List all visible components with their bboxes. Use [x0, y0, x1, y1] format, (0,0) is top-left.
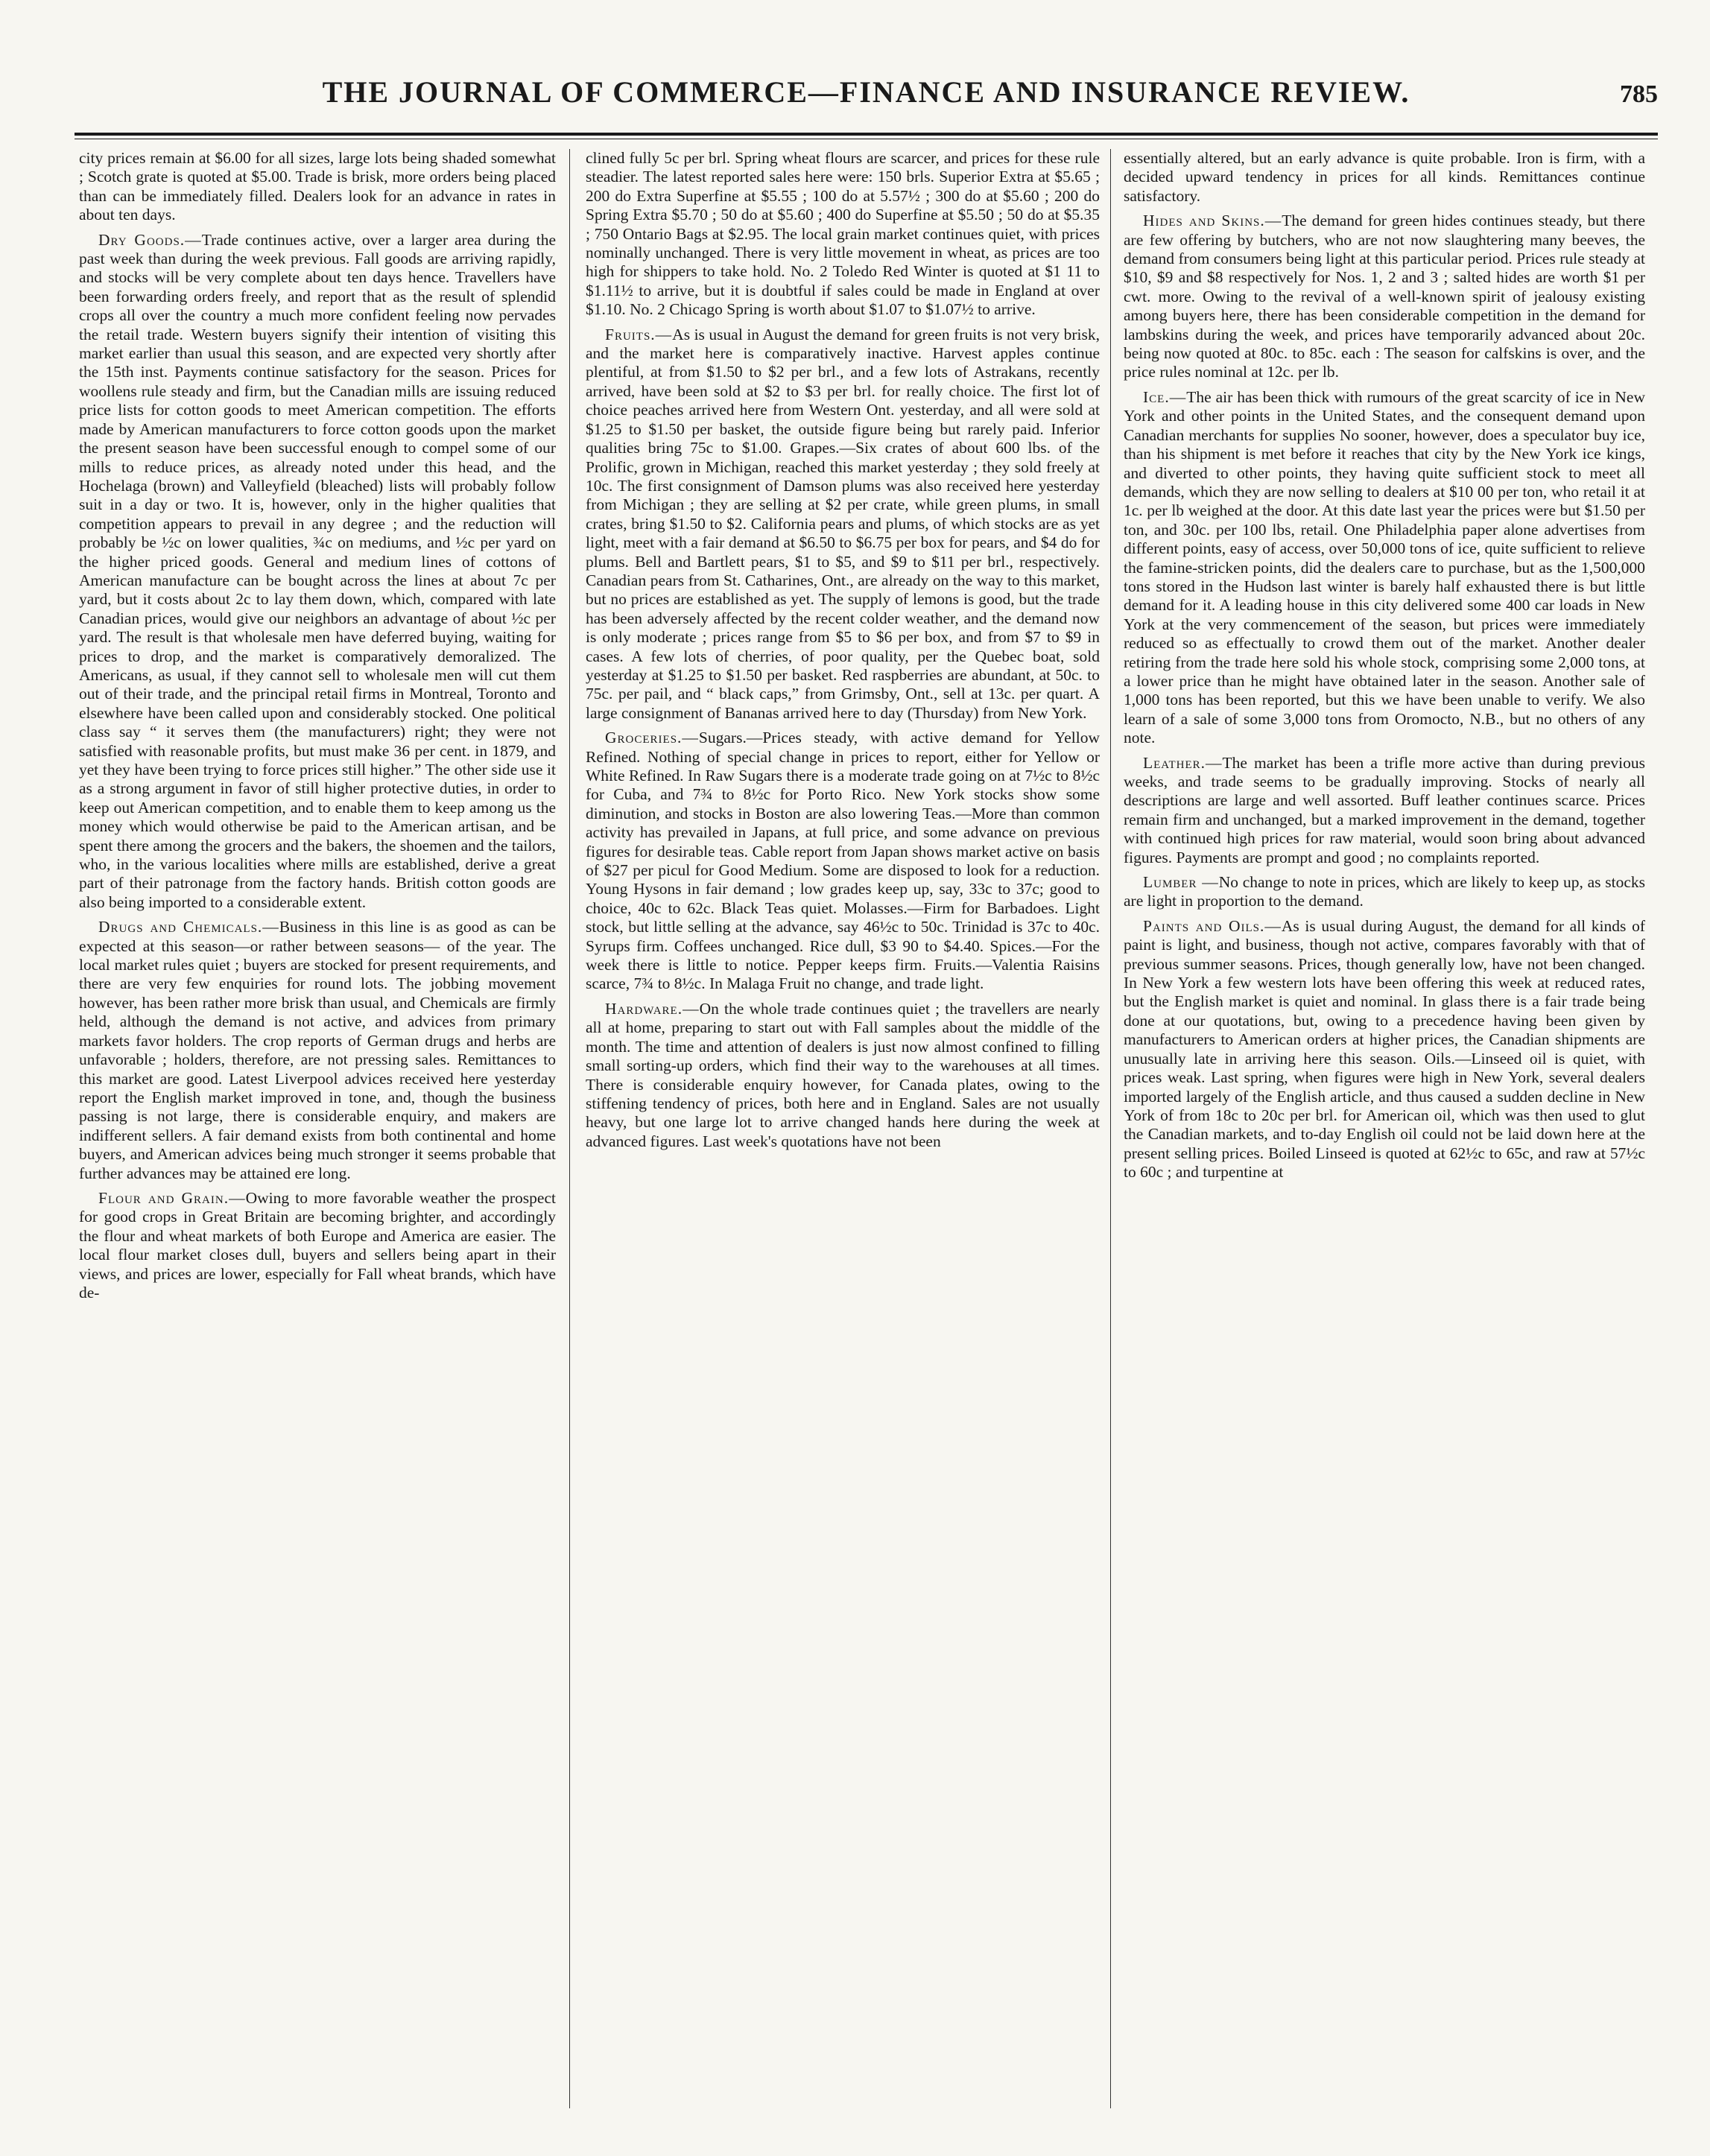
paragraph	[79, 149, 556, 225]
text-column-1	[79, 149, 556, 2116]
paragraph-text: clined fully 5c per brl. Spring wheat flours are scarcer, and prices for these rule steadier. The latest reported sales here were: 150 brls. Superior Extra at $5.65 ; 200 do Extra Superfine at $5.55 ; 100 do at 5.57½ ; 300 do at $5.60 ; 200 do Spring Extra $5.70 ; 50 do at $5.60 ; 400 do Superfine at $5.50 ; 50 do at $5.35 ; 750 Ontario Bags at $2.95. The local grain market continues quiet, with prices nominally unchanged. There is very little movement in wheat, as prices are too high for shippers to take hold. No. 2 Toledo Red Winter is quoted at $1 11 to $1.11½ to arrive, but it is doubtful if sales could be made in England at over $1.10. No. 2 Chicago Spring is worth about $1.07 to $1.07½ to arrive.	[586, 149, 1100, 319]
paragraph-text: As is usual in August the demand for green fruits is not very brisk, and the market here is comparatively inactive. Harvest apples continue plentiful, at from $1.50 to $2 per brl., and a few lots of Astrakans, recently arrived, have been sold at $2 to $3 per brl. for really choice. The first lot of choice peaches arrived here from Western Ont. yesterday, and all were sold at $1.25 to $1.50 per basket, the outside figure being but rarely paid. Inferior qualities bring 75c to $1.00. Grapes.—Six crates of about 600 lbs. of the Prolific, grown in Michigan, reached this market yesterday ; they sold freely at 10c. The first consignment of Damson plums was also received here yesterday from Michigan ; they are selling at $2 per crate, while green plums, in small crates, bring $1.50 to $2. California pears and plums, of which stocks are as yet light, meet with a fair demand at $6.50 to $6.75 per box for pears, and $4 do for plums. Bell and Bartlett pears, $1 to $5, and $9 to $11 per brl., respectively. Canadian pears from St. Catharines, Ont., are already on the way to this market, but no prices are established as yet. The supply of lemons is good, but the trade has been adversely affected by the recent colder weather, and the demand now is only moderate ; prices range from $5 to $6 per box, and from $7 to $9 in cases. A few lots of cherries, of poor quality, per the Quebec boat, sold yesterday at $1.25 to $1.50 per basket. Red raspberries are abundant, at 50c. to 75c. per pail, and “ black caps,” from Grimsby, Ont., sell at 13c. per quart. A large consignment of Bananas arrived here to day (Thursday) from New York.	[586, 325, 1100, 722]
paragraph	[79, 231, 556, 913]
section-heading: Leather.—	[1143, 753, 1223, 772]
section-heading: Paints and Oils.—	[1143, 916, 1282, 935]
section-heading: Groceries.—	[605, 729, 699, 747]
paragraph-text: Trade continues active, over a larger area during the past week than during the week previous. Fall goods are arriving rapidly, and stocks will be very complete about ten days hence. Travellers have been forwarding orders freely, and report that as the result of splendid crops all over the country a much more confident feeling now pervades the retail trade. Western buyers signify their intention of visiting this market earlier than usual this season, and are expected very shortly after the 15th inst. Payments continue satisfactory for the season. Prices for woollens rule steady and firm, but the Canadian mills are issuing reduced price lists for cotton goods to meet American competition. The efforts made by American manufacturers to force cotton goods upon the market the present season have been successful enough to compel some of our mills to reduce prices, as already noted under this head, and the Hochelaga (brown) and Valleyfield (bleached) lists will probably follow suit in a day or two. It is, however, only in the higher qualities that competition appears to prevail in any degree ; and the reduction will probably be ½c on lower qualities, ¾c on mediums, and ½c per yard on the higher priced goods. General and medium lines of cottons of American manufacture can be bought across the lines at about 7c per yard, but it costs about 2c to lay them down, which, compared with late Canadian prices, would give our neighbors an advantage of about ½c per yard. The result is that wholesale men have deferred buying, waiting for prices to drop, and the market is comparatively demoralized. The Americans, as usual, if they cannot sell to wholesale men will cut them out of their trade, and the principal retail firms in Montreal, Toronto and elsewhere have been called upon and considerably stocked. One political class say “ it serves them (the manufacturers) right; they were not satisfied with reasonable profits, but must make 36 per cent. in 1879, and yet they have been trying to force prices still higher.” The other side use it as a strong argument in favor of still higher protective duties, in order to keep out American competition, and to enable them to keep among us the money which would otherwise be paid to the American artisan, and be spent there among the grocers and the bakers, the shoemen and the tailors, who, in the various localities where mills are established, derive a great part of their patronage from the factory hands. British cotton goods are also being imported to a considerable extent.	[79, 230, 556, 911]
section-heading: Hides and Skins.—	[1143, 212, 1282, 230]
text-column-2	[586, 149, 1100, 2116]
paragraph-text: city prices remain at $6.00 for all sizes, large lots being shaded somewhat ; Scotch grate is quoted at $5.00. Trade is brisk, more orders being placed than can be immediately filled. Dealers look for an advance in rates in about ten days.	[79, 149, 556, 224]
section-heading: Flour and Grain.—	[98, 1188, 246, 1207]
paragraph	[586, 149, 1100, 320]
column-divider	[569, 149, 570, 2108]
paragraph	[586, 326, 1100, 723]
paragraph	[586, 729, 1100, 994]
paragraph	[79, 918, 556, 1183]
running-title: THE JOURNAL OF COMMERCE—FINANCE AND INSURANCE REVIEW.	[322, 75, 1410, 109]
paragraph-text: The demand for green hides continues steady, but there are few offering by butchers, who are not now slaughtering many beeves, the demand from consumers being light at this particular period. Prices rule steady at $10, $9 and $8 respectively for Nos. 1, 2 and 3 ; salted hides are worth $1 per cwt. more. Owing to the revival of a well-known spirit of jealousy existing among buyers here, there has been considerable competition in the demand for lambskins during the week, and prices have temporarily advanced about 20c. being now quoted at 80c. to 85c. each : The season for calfskins is over, and the price rules nominal at 12c. per lb.	[1124, 212, 1645, 381]
paragraph-text: The market has been a trifle more active than during previous weeks, and trade seems to be gradually improving. Stocks of nearly all descriptions are large and well assorted. Buff leather continues scarce. Prices remain firm and unchanged, but a marked improvement in the demand, together with continued high prices for raw material, would soon bring about advanced figures. Payments are prompt and good ; no complaints reported.	[1124, 753, 1645, 866]
paragraph-text: Owing to more favorable weather the prospect for good crops in Great Britain are becoming brighter, and accordingly the flour and wheat markets of both Europe and America are easier. The local flour market closes dull, buyers and sellers being apart in their views, and prices are lower, especially for Fall wheat brands, which have de-	[79, 1188, 556, 1301]
column-divider	[1110, 149, 1111, 2108]
section-heading: Ice.—	[1143, 387, 1187, 406]
text-column-3	[1124, 149, 1645, 2116]
paragraph-text: On the whole trade continues quiet ; the travellers are nearly all at home, preparing to start out with Fall samples about the middle of the month. The time and attention of dealers is just now almost confined to filling small sorting-up orders, which find their way to the warehouses at all times. There is considerable enquiry however, for Canada plates, owing to the stiffening tendency of prices, both here and in England. Sales are not usually heavy, but one large lot to arrive changed hands here during the week at advanced figures. Last week's quotations have not been	[586, 999, 1100, 1150]
section-heading: Dry Goods.—	[98, 230, 202, 249]
paragraph	[79, 1189, 556, 1302]
paragraph-text: No change to note in prices, which are likely to keep up, as stocks are light in proportion to the demand.	[1124, 873, 1645, 910]
paragraph-text: Sugars.—Prices steady, with active demand for Yellow Refined. Nothing of special change in prices to report, either for Yellow or White Refined. In Raw Sugars there is a moderate trade going on at 7½c to 8½c for Cuba, and 7¾ to 8½c for Porto Rico. New York stocks show some diminution, and stocks in Boston are also lowering Teas.—More than common activity has prevailed in Japans, at full price, and some advance on previous figures for desirable teas. Cable report from Japan shows market active on basis of $27 per picul for Good Medium. Some are disposed to look for a reduction. Young Hysons in fair demand ; low grades keep up, say, 33c to 37c; good to choice, 40c to 62c. Black Teas quiet. Molasses.—Firm for Barbadoes. Light stock, but little selling at the advance, say 46½c to 50c. Trinidad is 37c to 40c. Syrups firm. Coffees unchanged. Rice dull, $3 90 to $4.40. Spices.—For the week there is little to notice. Pepper keeps firm. Fruits.—Valentia Raisins scarce, 7¾ to 8½c. In Malaga Fruit no change, and trade light.	[586, 729, 1100, 993]
paragraph	[1124, 873, 1645, 911]
page-number: 785	[1620, 80, 1658, 108]
paragraph-text: The air has been thick with rumours of the great scarcity of ice in New York and other points in the United States, and the consequent demand upon Canadian merchants for supplies No sooner, however, does a speculator buy ice, than his shipment is met before it reaches that city by the New York ice kings, and diverted to other points, they having quite sufficient stock to meet all demands, which they are now selling to dealers at $10 00 per ton, who retail it at 1c. per lb weighed at the door. At this date last year the prices were but $1.50 per ton, and 30c. per 100 lbs, retail. One Philadelphia paper alone advertises from different points, easy of access, over 50,000 tons of ice, quite sufficient to relieve the famine-stricken points, did the dealers care to purchase, but as the 1,500,000 tons stored in the Hudson last winter is barely half exhausted there is but little demand for it. A leading house in this city delivered some 400 car loads in New York at the very commencement of the season, but prices were immediately reduced so as effectually to crowd them out of the market. Another dealer retiring from the trade here sold his whole stock, comprising some 2,000 tons, at a lower price than he might have obtained later in the season. Another sale of 1,000 tons has been reported, but this we have been unable to verify. We also learn of a sale of some 3,000 tons from Oromocto, N.B., but no others of any note.	[1124, 387, 1645, 747]
paragraph-text: essentially altered, but an early advance is quite probable. Iron is firm, with a decided upward tendency in prices for all kinds. Remittances continue satisfactory.	[1124, 149, 1645, 205]
section-heading: Hardware.—	[605, 999, 700, 1018]
section-heading: Lumber —	[1143, 873, 1219, 892]
paragraph	[1124, 149, 1645, 206]
paragraph	[586, 1000, 1100, 1151]
header-rule	[75, 133, 1658, 136]
paragraph	[1124, 388, 1645, 748]
paragraph	[1124, 917, 1645, 1182]
page-header	[75, 74, 1658, 127]
section-heading: Fruits.—	[605, 325, 673, 343]
paragraph-text: As is usual during August, the demand for all kinds of paint is light, and business, though not active, compares favorably with that of previous summer seasons. Prices, though generally low, have not been changed. In New York a few western lots have been offering this week at reduced rates, but the English market is quiet and nominal. In glass there is a fair trade being done at our quotations, but, owing to a precedence having been given by manufacturers to American orders at higher prices, the Canadian shipments are unusually late in arriving here this season. Oils.—Linseed oil is quiet, with prices weak. Last spring, when figures were high in New York, several dealers imported largely of the English article, and thus caused a sudden decline in New York of from 18c to 20c per brl. for American oil, which was then used to glut the Canadian markets, and to-day English oil could not be laid down here at the present selling prices. Boiled Linseed is quoted at 62½c to 65c, and raw at 57½c to 60c ; and turpentine at	[1124, 916, 1645, 1182]
paragraph	[1124, 754, 1645, 867]
section-heading: Drugs and Chemicals.—	[98, 918, 279, 936]
paragraph-text: Business in this line is as good as can be expected at this season—or rather between seasons— of the year. The local market rules quiet ; buyers are stocked for present requirements, and there are very few enquiries for round lots. The jobbing movement however, has been rather more brisk than usual, and Chemicals are firmly held, although the demand is not active, and advices from primary markets favor holders. The crop reports of German drugs and herbs are unfavorable ; holders, therefore, are not pressing sales. Remittances to this market are good. Latest Liverpool advices received here yesterday report the English market improved in tone, and, though the business passing is not large, there is considerable enquiry, and makers are indifferent sellers. A fair demand exists from both continental and home buyers, and American advices being much stronger it seems probable that further advances may be attained ere long.	[79, 918, 556, 1182]
paragraph	[1124, 212, 1645, 382]
